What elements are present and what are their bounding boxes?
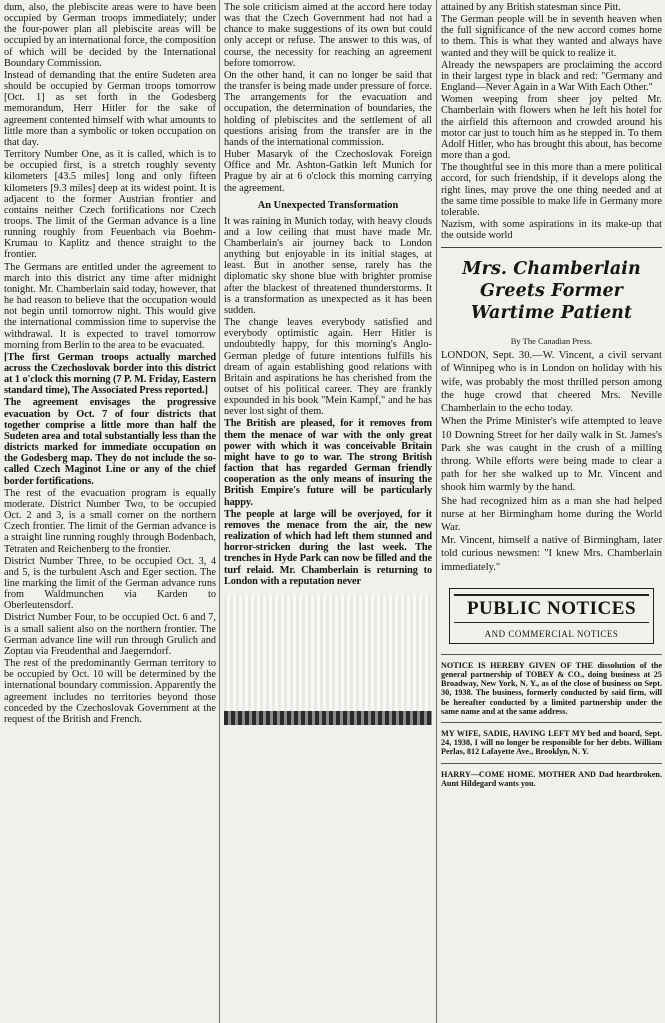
notice-divider	[441, 763, 662, 764]
story-headline: Mrs. Chamberlain Greets Former Wartime Patient	[462, 259, 641, 324]
subheading: An Unexpected Transformation	[257, 199, 399, 211]
notice-item: HARRY—COME HOME. MOTHER AND Dad heartbroken. Aunt Hildegard wants you.	[441, 769, 662, 788]
article-column-2	[224, 2, 432, 1021]
col2-paragraph: On the other hand, it can no longer be said that the transfer is being made under pressure of force. The arrangements for the evacuation and occupation, the determination of boundaries, the holding of plebiscites and the settlement of all questions arising from the transfer are in the hands of the international commission.	[224, 69, 432, 148]
col1-paragraph: District Number Three, to be occupied Oct. 3, 4 and 5, is the turbulent Asch and Eger section. The line marking the limit of the German advance runs from Waldmunchen via Karden to Oberleutensdorf.	[4, 555, 216, 612]
col3-paragraph: Nazism, with some aspirations in its make-up that the outside world	[441, 218, 662, 242]
col1-paragraph: Instead of demanding that the entire Sudeten area should be occupied by German troops tomorrow [Oct. 1] as set forth in the Godesberg memorandum, Herr Hitler for the sake of agreement contented himself with what amounts to little more than a symbolic or token occupation on that day.	[4, 69, 216, 148]
col1-paragraph: The rest of the predominantly German territory to be occupied by Oct. 10 will be determined by the international boundary commission. Apparently the agreement includes no territories beyond those conceded by the Czechoslovak Government at the request of the British and French.	[4, 658, 216, 725]
col2-paragraph: The people at large will be overjoyed, for it removes the menace from the air, the new realization of which had left them stunned and horror-stricken during the last week. The trenches in Hyde Park can now be filled and the turf relaid. Mr. Chamberlain is returning to London with a reputation never	[224, 508, 432, 587]
col2-paragraph: Huber Masaryk of the Czechoslovak Foreign Office and Mr. Ashton-Gatkin left Munich for Prague by air at 6 o'clock this morning carrying the agreement.	[224, 149, 432, 194]
notice-item: MY WIFE, SADIE, HAVING LEFT MY bed and board, Sept. 24, 1938, I will no longer be responsible for her debts. William Perlas, 812 Lafayette Ave., Brooklyn, N. Y.	[441, 728, 662, 757]
notice-item: NOTICE IS HEREBY GIVEN OF THE dissolution of the general partnership of TOBEY & CO., doing business at 25 Broadway, New York, N. Y., as of the close of business on Sept. 30, 1938. The business, formerly conducted by said firm, will be hereafter conducted by a limited partnership under the same name and at the same address.	[441, 660, 662, 716]
col1-paragraph: Territory Number One, as it is called, which is to be occupied first, is a stretch roughly seventy kilometers [43.5 miles] long and only fifteen kilometers [9.3 miles] deep at its widest point. It is adjacent to the former Austrian frontier and contains neither Czech fortifications nor Czech troops. The limit of the German advance is a line running roughly from Feuenbach via Boehm-Krumau to Kaplitz and thence straight to the frontier.	[4, 149, 216, 261]
story-paragraph: LONDON, Sept. 30.—W. Vincent, a civil servant of Winnipeg who is in London on holiday with his wife, was probably the most thrilled person among the huge crowd that cheered Mrs. Neville Chamberlain to the echo today.	[441, 350, 662, 415]
notice-divider	[441, 654, 662, 655]
notice-divider	[441, 722, 662, 723]
col3-paragraph: Already the newspapers are proclaiming the accord in their largest type in black and red: "Germany and England—Never Again in a War With Each Other."	[441, 59, 662, 94]
section-divider	[441, 247, 662, 248]
photo-fragment	[224, 595, 432, 725]
col3-paragraph: attained by any British statesman since Pitt.	[441, 2, 621, 13]
column-rule-left	[219, 0, 220, 1023]
col1-paragraph: District Number Four, to be occupied Oct. 6 and 7, is a small salient also on the northern frontier. The German advance line will run through Grulich and Zoptau via Freudenthal and Jaegerndorf.	[4, 612, 216, 657]
story-paragraph: She had recognized him as a man she had helped nurse at her Birmingham home during the World War.	[441, 495, 662, 533]
col3-paragraph: Women weeping from sheer joy pelted Mr. Chamberlain with flowers when he left his hotel for the airfield this afternoon and crowded around his motor car just to touch him as he stepped in. To them Adolf Hitler, who has brought this about, has become more than a god.	[441, 94, 662, 162]
col1-bracketed-bulletin: [The first German troops actually marched across the Czechoslovak border into this district at 1 o'clock this morning (7 P. M. Friday, Eastern standard time), The Associated Press reported.]	[4, 351, 216, 397]
photo-dark-band	[224, 711, 432, 725]
byline: By The Canadian Press.	[510, 336, 593, 347]
col2-paragraph: The change leaves everybody satisfied and everybody optimistic again. Herr Hitler is undoubtedly happy, for this morning's Anglo-German pledge of future intentions fulfills his dream of again establishing good relations with Britain and aspirations he has cherished from the outset of his political career. They are frankly expounded in his book "Mein Kampf," and he has never lost sight of them.	[224, 317, 432, 418]
public-notices-subtitle: AND COMMERCIAL NOTICES	[484, 628, 619, 639]
story-paragraph: When the Prime Minister's wife attempted to leave 10 Downing Street for her daily walk in St. James's Park she was caught in the crush of a milling throng. While efforts were being made to clear a path for her she walked up to Mr. Vincent and shook him warmly by the hand.	[441, 416, 662, 494]
col2-paragraph: The British are pleased, for it removes from them the menace of war with the only great power with which it was conceivable Britain might have to go to war. The strong British faction that has regarded German friendly cooperation as the only means of insuring the British Empire's future will be particularly happy.	[224, 418, 432, 508]
column-rule-right	[436, 0, 437, 1023]
col1-paragraph: The rest of the evacuation program is equally moderate. District Number Two, to be occupied Oct. 2 and 3, is a small corner on the northern Czech frontier. The limit of the German advance is a straight line running roughly through Bodenbach, Tetraten and Reichenberg to the frontier.	[4, 487, 216, 555]
public-notices-title: PUBLIC NOTICES	[454, 594, 649, 623]
col3-paragraph: The thoughtful see in this more than a mere political accord, for such friendship, if it develops along the right lines, may prove the one thing needed and at the same time possible to make life in Germany more tolerable.	[441, 162, 662, 218]
article-column-3	[441, 2, 662, 1021]
article-column-1	[4, 2, 216, 1021]
col2-paragraph: The sole criticism aimed at the accord here today was that the Czech Government had not had a chance to make suggestions of its own but could only accept or refuse. The answer to this was, of course, the necessity for reaching an agreement before tomorrow.	[224, 2, 432, 69]
col3-paragraph: The German people will be in seventh heaven when the full significance of the new accord comes home to them. This is what they wanted and always have wanted and they will be quick to realize it.	[441, 14, 662, 59]
col1-paragraph: The agreement envisages the progressive evacuation by Oct. 7 of four districts that together comprise a little more than half the Sudeten area and total substantially less than the districts marked for immediate occupation on the Godesberg map. They do not include the so-called Czech Maginot Line or any of the chief border fortifications.	[4, 397, 216, 487]
col2-paragraph: It was raining in Munich today, with heavy clouds and a low ceiling that must have made Mr. Chamberlain's air journey back to London anything but enjoyable in its initial stages, at least. But in another sense, rarely has the diplomatic sky shone blue with brighter promise after the blackest of threatened thunderstorms. It is a transformation as unexpected as it has been sudden.	[224, 215, 432, 316]
col1-paragraph: The Germans are entitled under the agreement to march into this district any time after midnight tonight. Mr. Chamberlain said today, however, that he had reason to believe that the occupation would not begin until tomorrow night. This would give the international commission time to supervise the withdrawal. It is expected to travel tomorrow morning from Berlin to the area to be evacuated.	[4, 261, 216, 351]
public-notices-box	[449, 588, 654, 644]
col1-paragraph: dum, also, the plebiscite areas were to have been occupied by German troops immediately; under the four-power plan all plebiscite areas will be occupied by an international force, the composition of which will be decided by the International Boundary Commission.	[4, 2, 216, 69]
story-paragraph: Mr. Vincent, himself a native of Birmingham, later told curious newsmen: "I knew Mrs. Chamberlain immediately."	[441, 535, 662, 573]
